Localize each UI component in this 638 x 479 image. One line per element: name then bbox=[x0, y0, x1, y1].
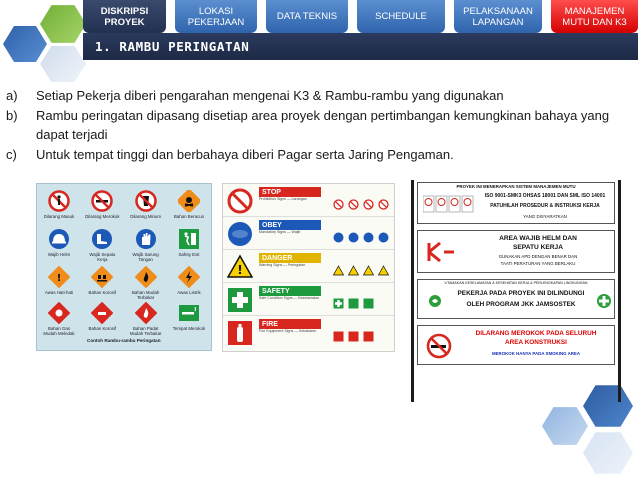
notice-text: PEKERJA PADA PROYEK INI DILINDUNGI bbox=[457, 290, 585, 297]
chart-band-safety bbox=[223, 283, 394, 316]
no-entry-icon bbox=[48, 190, 70, 212]
warning-icon bbox=[227, 254, 253, 280]
sign-cell bbox=[41, 302, 77, 336]
notice-iso-system bbox=[417, 182, 615, 224]
no-smoking-icon bbox=[378, 199, 389, 210]
hexagon-decoration-bottom-right-pale bbox=[583, 430, 633, 476]
first-aid-icon bbox=[227, 287, 253, 313]
tab-manajemen-mutu-k3[interactable] bbox=[551, 0, 638, 33]
helmet-icon bbox=[333, 232, 344, 243]
hexagon-decoration-bottom-right-light bbox=[542, 405, 588, 447]
fire-alarm-icon bbox=[348, 331, 359, 342]
tab-label: LAPANGAN bbox=[472, 16, 524, 28]
signage-chart bbox=[222, 183, 395, 352]
band-heading: SAFETY bbox=[259, 286, 321, 296]
top-navigation bbox=[83, 0, 638, 33]
sign-label: Bahan Beracun bbox=[173, 214, 205, 219]
list-item bbox=[6, 86, 621, 106]
notice-text: YANG DISYARATKAN bbox=[523, 214, 567, 219]
notice-text: DILARANG MEROKOK PADA SELURUH bbox=[475, 330, 597, 337]
section-title-bar bbox=[83, 33, 638, 60]
boots-icon bbox=[91, 228, 113, 250]
first-aid-icon bbox=[333, 298, 344, 309]
tab-lokasi-pekerjaan[interactable] bbox=[175, 0, 257, 33]
iso-certification-logos-icon bbox=[423, 194, 475, 216]
notice-text: GUNAKAN APD DENGAN BENAR DAN bbox=[498, 254, 578, 259]
ear-protection-icon bbox=[363, 232, 374, 243]
hazard-icon bbox=[48, 266, 70, 288]
hexagon-decoration-top-left bbox=[3, 24, 47, 64]
sign-label: Wajib Sarung Tangan bbox=[132, 252, 159, 262]
section-title: 1. RAMBU PERINGATAN bbox=[95, 39, 250, 54]
toxic-icon bbox=[178, 190, 200, 212]
band-heading: STOP bbox=[259, 187, 321, 197]
warning-triangle-icon bbox=[378, 265, 389, 276]
gloves-icon bbox=[135, 228, 157, 250]
notice-text: UTAMAKAN KESELAMATAN & KESEHATAN KERJA & PERLENGKAPAN LINGKUNGAN bbox=[444, 281, 588, 285]
sign-cell bbox=[41, 266, 77, 300]
poster-row bbox=[41, 302, 207, 336]
flammable-solid-icon bbox=[135, 302, 157, 324]
corrosive-icon bbox=[91, 266, 113, 288]
sign-cell bbox=[84, 228, 120, 262]
band-heading: DANGER bbox=[259, 253, 321, 263]
sign-label: Awas Listrik bbox=[177, 290, 201, 295]
k3-cross-icon bbox=[596, 293, 612, 309]
chart-band-obey bbox=[223, 217, 394, 250]
jamsostek-logo-icon bbox=[428, 294, 442, 308]
chart-band-fire bbox=[223, 316, 394, 349]
hexagon-decoration-green bbox=[40, 3, 86, 45]
notice-helmet-area bbox=[417, 230, 615, 273]
sign-cell bbox=[84, 302, 120, 336]
notice-text: OLEH PROGRAM JKK JAMSOSTEK bbox=[466, 301, 576, 308]
sign-label: Bahan Gas Mudah Meledak bbox=[43, 326, 75, 336]
list-item bbox=[6, 106, 621, 145]
sign-label: Awas Hati-hati bbox=[44, 290, 74, 295]
list-text: Rambu peringatan dipasang disetiap area proyek dengan pertimbangan kemungkinan bahaya yang dapat terjadi bbox=[36, 107, 610, 142]
notice-jamsostek bbox=[417, 279, 615, 319]
notice-text: SEPATU KERJA bbox=[513, 244, 563, 251]
sign-label: Bahan Korosif bbox=[88, 290, 117, 295]
tab-label: PELAKSANAAN bbox=[463, 5, 533, 17]
sign-cell bbox=[41, 228, 77, 262]
exit-arrow-icon bbox=[348, 298, 359, 309]
tab-label: MANAJEMEN bbox=[564, 5, 625, 17]
warning-triangle-icon bbox=[348, 265, 359, 276]
notice-no-smoking bbox=[417, 325, 615, 365]
board-post-right bbox=[618, 180, 621, 402]
warning-triangle-icon bbox=[333, 265, 344, 276]
sign-label: Bahan Mudah Terbakar bbox=[131, 290, 160, 300]
band-heading: FIRE bbox=[259, 319, 321, 329]
flammable-icon bbox=[135, 266, 157, 288]
sign-label: Tempat Merokok bbox=[172, 326, 206, 331]
safety-signs-poster bbox=[36, 183, 212, 351]
chart-band-stop bbox=[223, 184, 394, 217]
tab-label: PEKERJAAN bbox=[187, 16, 245, 28]
notice-text: AREA KONSTRUKSI bbox=[505, 339, 567, 346]
sign-cell bbox=[171, 190, 207, 219]
tab-label: MUTU DAN K3 bbox=[562, 16, 627, 28]
list-text: Setiap Pekerja diberi pengarahan mengenai K3 & Rambu-rambu yang digunakan bbox=[36, 88, 504, 103]
notice-board bbox=[411, 180, 621, 402]
points-list bbox=[6, 86, 621, 164]
band-subtitle: Safe Condition Signs — Keselamatan bbox=[259, 296, 320, 300]
electric-icon bbox=[178, 266, 200, 288]
band-heading: OBEY bbox=[259, 220, 321, 230]
poster-row bbox=[41, 266, 207, 300]
explosive-gas-icon bbox=[48, 302, 70, 324]
list-letter: b) bbox=[6, 107, 18, 123]
sign-cell bbox=[171, 266, 207, 300]
tab-label: PROYEK bbox=[104, 16, 145, 28]
list-item bbox=[6, 145, 621, 165]
tab-label: DISKRIPSI bbox=[100, 5, 149, 17]
list-letter: c) bbox=[6, 146, 17, 162]
hexagon-decoration-light bbox=[40, 44, 86, 84]
worker-helmet-icon bbox=[426, 239, 456, 265]
sign-cell bbox=[171, 228, 207, 262]
band-subtitle: Fire Equipment Signs — Kebakaran bbox=[259, 329, 317, 333]
sign-cell bbox=[171, 302, 207, 336]
fire-phone-icon bbox=[363, 331, 374, 342]
chart-band-danger bbox=[223, 250, 394, 283]
notice-text: PROYEK INI MENERAPKAN SISTEM MANAJEMEN MUTU bbox=[456, 184, 576, 189]
mandatory-icon bbox=[227, 221, 253, 247]
notice-text: TAATI PERATURAN YANG BERLAKU bbox=[500, 261, 576, 266]
tab-label: SCHEDULE bbox=[375, 11, 427, 22]
band-subtitle: Prohibition Signs — Larangan bbox=[259, 197, 307, 201]
notice-text: MEROKOK HANYA PADA SMOKING AREA bbox=[491, 351, 581, 356]
sign-label: Dilarang Merokok bbox=[85, 214, 120, 219]
corrosive-icon bbox=[91, 302, 113, 324]
sign-cell bbox=[128, 266, 164, 300]
tab-label: DATA TEKNIS bbox=[276, 11, 338, 22]
no-smoking-icon bbox=[91, 190, 113, 212]
list-letter: a) bbox=[6, 88, 18, 103]
notice-text: AREA WAJIB HELM DAN bbox=[499, 235, 577, 242]
sign-label: Wajib Sepatu Kerja bbox=[89, 252, 116, 262]
sign-cell bbox=[84, 266, 120, 300]
svg-text:!: ! bbox=[56, 273, 62, 284]
fire-extinguisher-icon bbox=[227, 320, 253, 346]
tab-label: LOKASI bbox=[198, 5, 234, 17]
sign-cell bbox=[41, 190, 77, 219]
sign-label: Dilarang Minum bbox=[130, 214, 162, 219]
tab-diskripsi-proyek[interactable] bbox=[83, 0, 166, 33]
fire-hose-icon bbox=[333, 331, 344, 342]
smoking-area-icon bbox=[178, 302, 200, 324]
tab-pelaksanaan-lapangan[interactable] bbox=[454, 0, 542, 33]
sign-cell bbox=[84, 190, 120, 219]
sign-cell bbox=[128, 190, 164, 219]
sign-label: Bahan Korosif bbox=[88, 326, 117, 331]
no-drinking-icon bbox=[135, 190, 157, 212]
warning-triangle-icon bbox=[363, 265, 374, 276]
list-text: Untuk tempat tinggi dan berbahaya diberi Pagar serta Jaring Pengaman. bbox=[36, 146, 454, 162]
svg-text:!: ! bbox=[237, 263, 243, 277]
eyewash-icon bbox=[363, 298, 374, 309]
prohibition-icon bbox=[227, 188, 253, 214]
poster-caption: Contoh Rambu-rambu Peringatan bbox=[87, 338, 161, 343]
no-entry-icon bbox=[333, 199, 344, 210]
tab-schedule[interactable] bbox=[357, 0, 445, 33]
notice-text: ISO 9001-SMK3 OHSAS 18001 DAN SML ISO 14001 bbox=[484, 193, 606, 199]
goggles-icon bbox=[348, 232, 359, 243]
sign-label: Dilarang Masuk bbox=[43, 214, 75, 219]
sign-cell bbox=[128, 302, 164, 336]
board-post-left bbox=[411, 180, 414, 402]
tab-data-teknis[interactable] bbox=[266, 0, 348, 33]
poster-row bbox=[41, 190, 207, 219]
no-fire-icon bbox=[348, 199, 359, 210]
sign-label: Wajib Helm bbox=[47, 252, 71, 257]
band-subtitle: Mandatory Signs — Wajib bbox=[259, 230, 301, 234]
exit-icon bbox=[178, 228, 200, 250]
sign-label: Safety Exit bbox=[178, 252, 200, 257]
notice-text: PATUHILAH PROSEDUR & INSTRUKSI KERJA bbox=[490, 203, 600, 209]
gloves-icon bbox=[378, 232, 389, 243]
helmet-icon bbox=[48, 228, 70, 250]
no-access-icon bbox=[363, 199, 374, 210]
no-smoking-icon bbox=[426, 333, 452, 359]
poster-row bbox=[41, 228, 207, 262]
sign-label: Bahan Padat Mudah Terbakar bbox=[129, 326, 162, 336]
sign-cell bbox=[128, 228, 164, 262]
band-subtitle: Warning Signs — Peringatan bbox=[259, 263, 306, 267]
